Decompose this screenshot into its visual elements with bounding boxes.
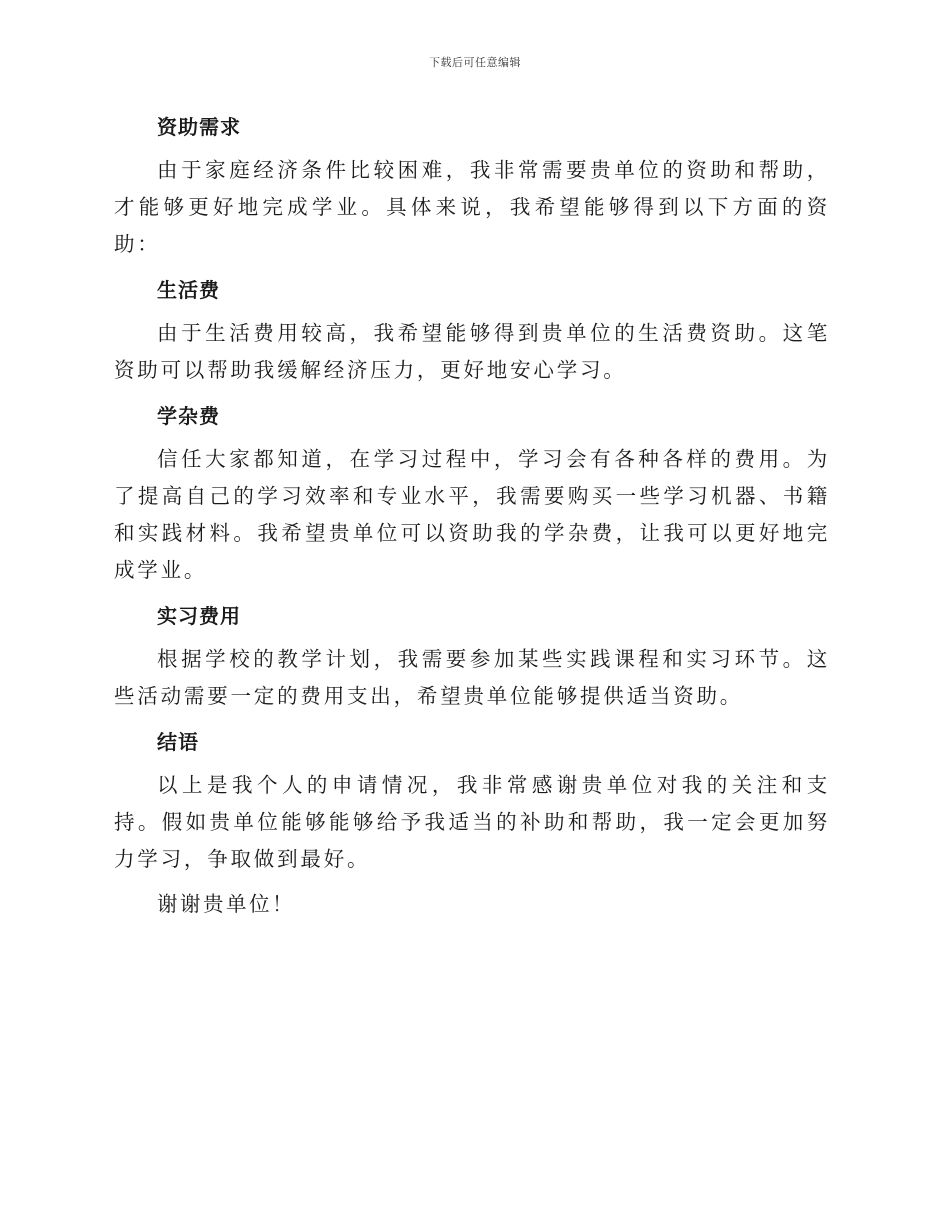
document-body bbox=[114, 108, 830, 923]
section-paragraph-internship-fees: 根据学校的教学计划，我需要参加某些实践课程和实习环节。这些活动需要一定的费用支出，希望贵单位能够提供适当资助。 bbox=[114, 647, 830, 708]
section-paragraph-funding-need: 由于家庭经济条件比较困难，我非常需要贵单位的资助和帮助，才能够更好地完成学业。具体来说，我希望能够得到以下方面的资助： bbox=[114, 158, 830, 256]
section-heading-living-expenses: 生活费 bbox=[157, 278, 220, 302]
section-heading-conclusion: 结语 bbox=[157, 730, 199, 754]
section-paragraph-conclusion: 以上是我个人的申请情况，我非常感谢贵单位对我的关注和支持。假如贵单位能够能够给予我适当的补助和帮助，我一定会更加努力学习，争取做到最好。 bbox=[114, 773, 830, 871]
page-header-note: 下载后可任意编辑 bbox=[429, 56, 521, 69]
section-heading-funding-need: 资助需求 bbox=[157, 115, 241, 139]
section-heading-internship-fees: 实习费用 bbox=[157, 604, 241, 628]
closing-thanks: 谢谢贵单位！ bbox=[157, 892, 295, 916]
section-heading-tuition-fees: 学杂费 bbox=[157, 404, 220, 428]
section-paragraph-tuition-fees: 信任大家都知道，在学习过程中，学习会有各种各样的费用。为了提高自己的学习效率和专业水平，我需要购买一些学习机器、书籍和实践材料。我希望贵单位可以资助我的学杂费，让我可以更好地完成学业。 bbox=[114, 447, 830, 582]
section-paragraph-living-expenses: 由于生活费用较高，我希望能够得到贵单位的生活费资助。这笔资助可以帮助我缓解经济压力，更好地安心学习。 bbox=[114, 321, 830, 382]
